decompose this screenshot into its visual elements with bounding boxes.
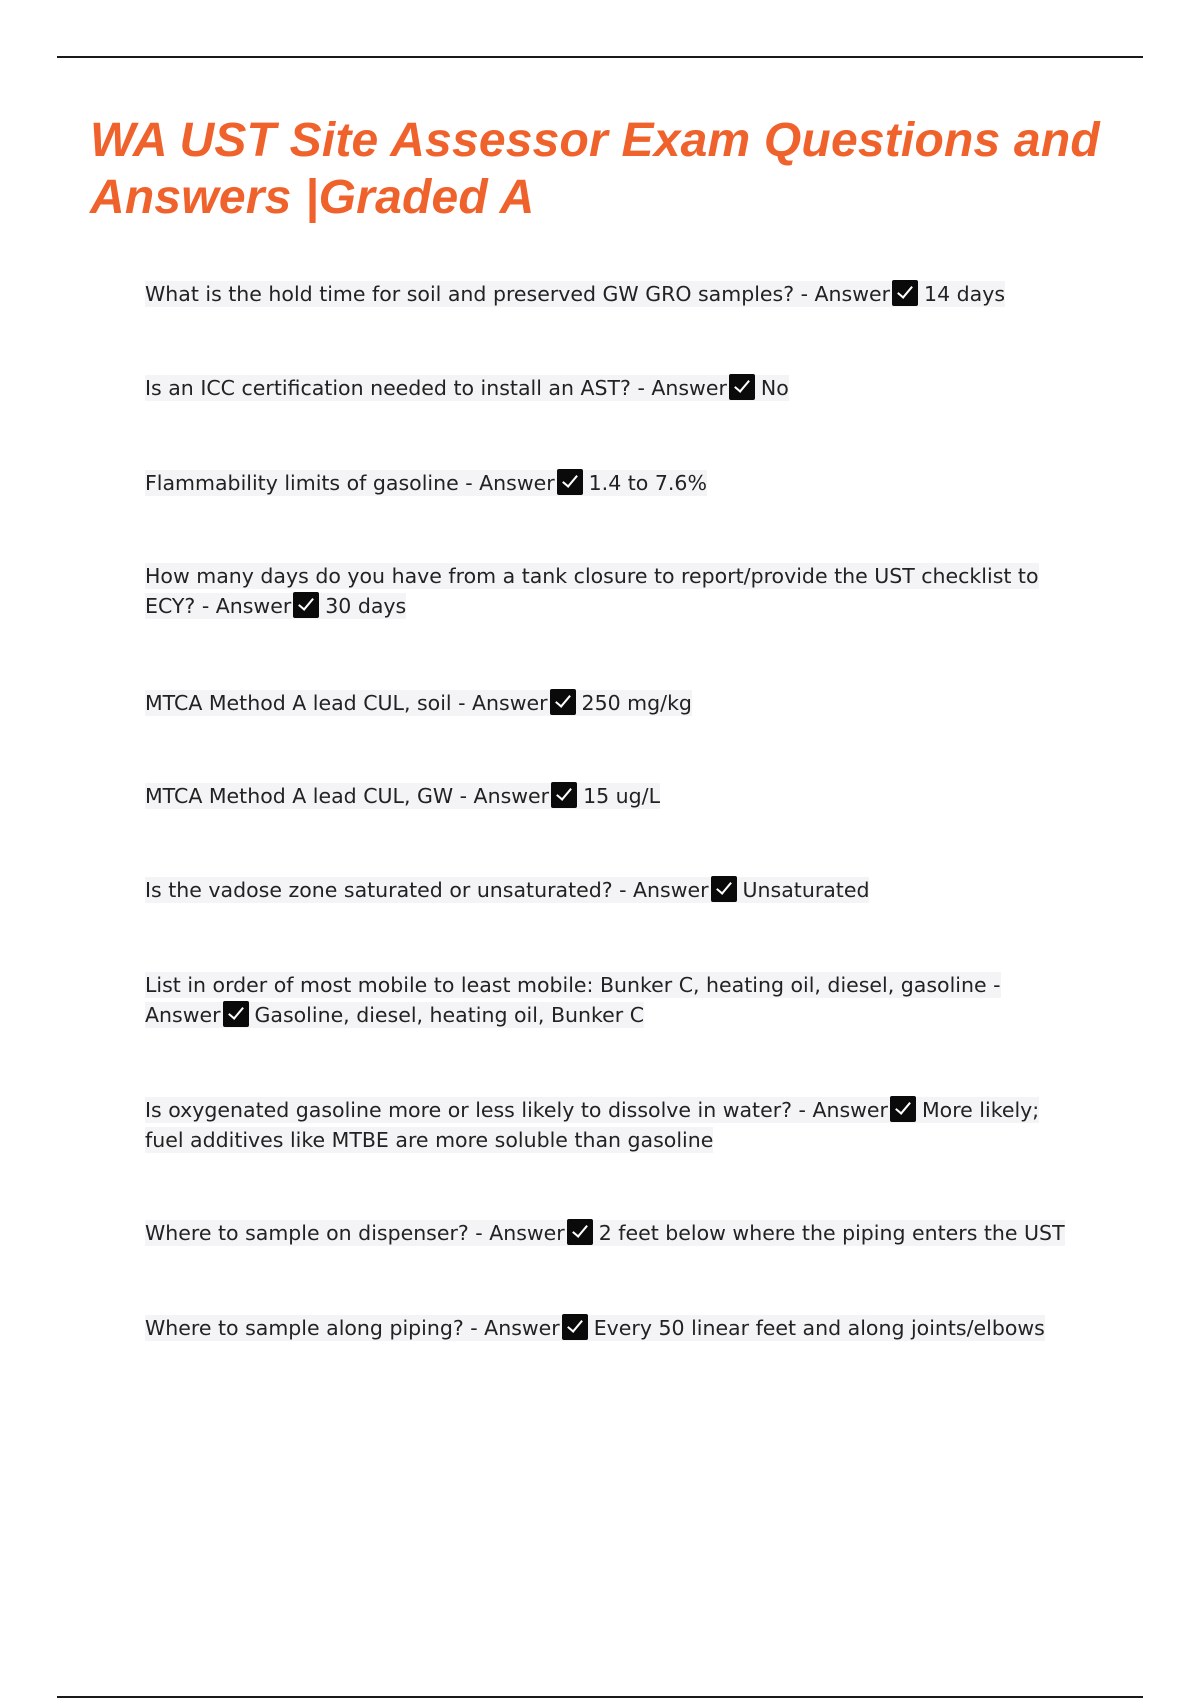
- checkmark-icon: [711, 876, 737, 902]
- answer-text: Unsaturated: [742, 878, 870, 902]
- answer-text: No: [760, 376, 789, 400]
- answer-text: 2 feet below where the piping enters the UST: [598, 1221, 1065, 1245]
- checkmark-icon: [557, 469, 583, 495]
- question-text: Is an ICC certification needed to install an AST? - Answer: [145, 376, 727, 400]
- answer-text: More likely; fuel additives like MTBE are more soluble than gasoline: [145, 1098, 1040, 1152]
- question-text: Is the vadose zone saturated or unsaturated? - Answer: [145, 878, 709, 902]
- checkmark-icon: [223, 1001, 249, 1027]
- qa-item: [145, 468, 1075, 498]
- qa-item: [145, 373, 1075, 403]
- qa-item: [145, 1218, 1075, 1248]
- document-title: WA UST Site Assessor Exam Questions and Answers |Graded A: [90, 114, 1100, 224]
- bottom-rule: [57, 1696, 1143, 1698]
- qa-item: [145, 561, 1075, 621]
- answer-text: Gasoline, diesel, heating oil, Bunker C: [254, 1003, 645, 1027]
- checkmark-icon: [892, 280, 918, 306]
- answer-text: 1.4 to 7.6%: [588, 471, 707, 495]
- question-text: Is oxygenated gasoline more or less likely to dissolve in water? - Answer: [145, 1098, 888, 1122]
- question-text: Where to sample along piping? - Answer: [145, 1316, 560, 1340]
- answer-text: 30 days: [325, 594, 407, 618]
- checkmark-icon: [550, 689, 576, 715]
- question-text: MTCA Method A lead CUL, soil - Answer: [145, 691, 548, 715]
- answer-text: 250 mg/kg: [581, 691, 692, 715]
- checkmark-icon: [890, 1096, 916, 1122]
- qa-item: [145, 1095, 1075, 1155]
- question-text: Flammability limits of gasoline - Answer: [145, 471, 555, 495]
- question-text: MTCA Method A lead CUL, GW - Answer: [145, 784, 550, 808]
- qa-item: [145, 1313, 1075, 1343]
- checkmark-icon: [551, 782, 577, 808]
- checkmark-icon: [567, 1219, 593, 1245]
- question-text: What is the hold time for soil and preserved GW GRO samples? - Answer: [145, 282, 891, 306]
- answer-text: 14 days: [924, 282, 1006, 306]
- checkmark-icon: [562, 1314, 588, 1340]
- question-text: How many days do you have from a tank closure to report/provide the UST checklist to ECY? - Answer: [145, 564, 1039, 618]
- checkmark-icon: [293, 592, 319, 618]
- question-text: List in order of most mobile to least mobile: Bunker C, heating oil, diesel, gasoline - Answer: [145, 973, 1001, 1027]
- qa-item: [145, 688, 1075, 718]
- qa-item: [145, 781, 1075, 811]
- checkmark-icon: [729, 374, 755, 400]
- qa-item: [145, 970, 1075, 1030]
- qa-item: [145, 279, 1075, 309]
- answer-text: 15 ug/L: [583, 784, 661, 808]
- question-text: Where to sample on dispenser? - Answer: [145, 1221, 565, 1245]
- qa-item: [145, 875, 1075, 905]
- answer-text: Every 50 linear feet and along joints/elbows: [593, 1316, 1045, 1340]
